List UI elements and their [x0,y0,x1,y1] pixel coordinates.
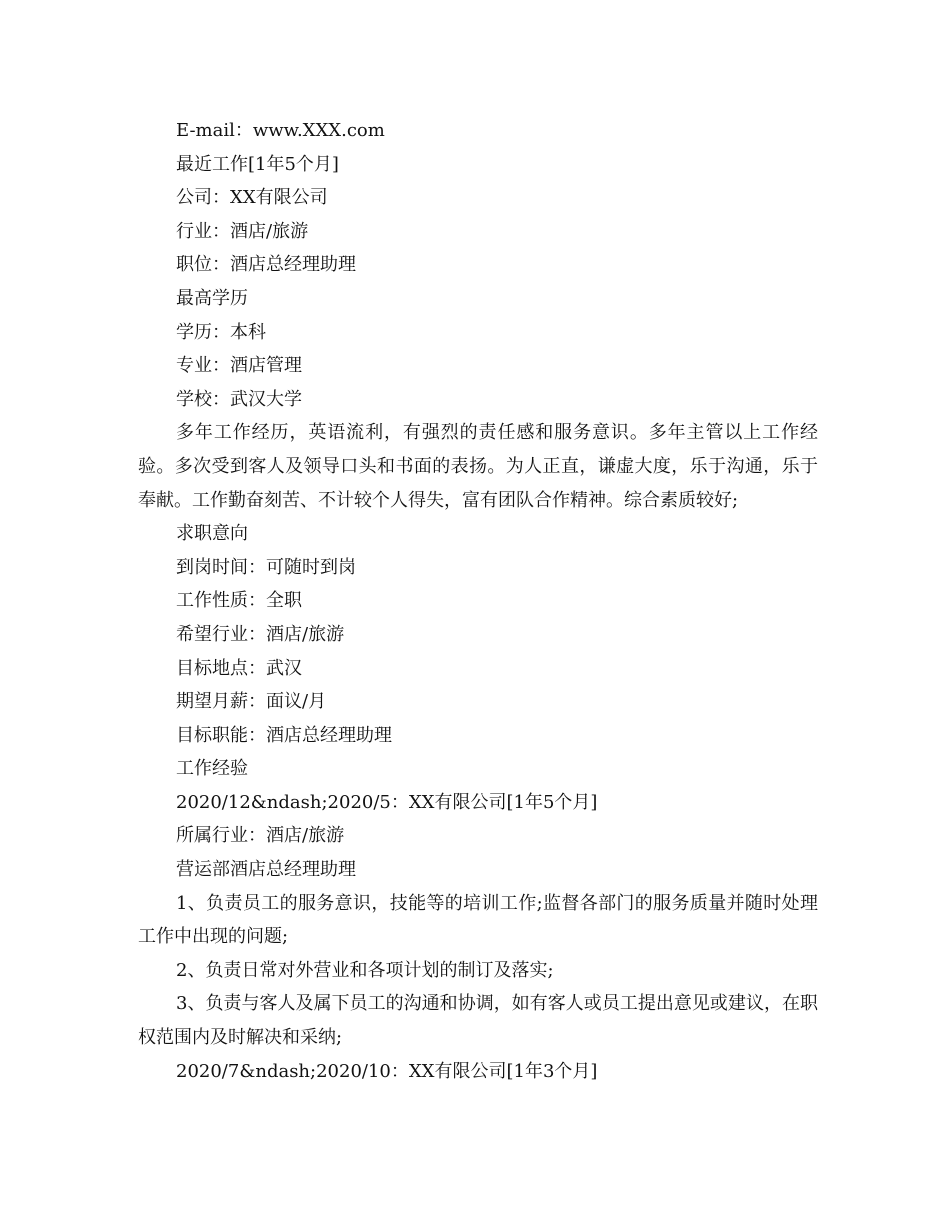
recent-work-heading: 最近工作[1年5个月] [176,153,339,175]
resume-content [138,114,818,1088]
arrival-time-line: 到岗时间：可随时到岗 [176,556,356,578]
target-location-line: 目标地点：武汉 [176,657,302,679]
education-heading: 最高学历 [176,287,248,309]
job-intention-heading: 求职意向 [176,523,248,545]
job2-period-line: 2020/7&ndash;2020/10：XX有限公司[1年3个月] [176,1060,598,1082]
major-line: 专业：酒店管理 [176,355,302,377]
job1-duty-1: 1、负责员工的服务意识，技能等的培训工作;监督各部门的服务质量并随时处理工作中出现的问题; [138,892,818,948]
job1-industry-line: 所属行业：酒店/旅游 [176,825,345,847]
job1-duty-2: 2、负责日常对外营业和各项计划的制订及落实; [176,959,554,981]
target-function-line: 目标职能：酒店总经理助理 [176,724,392,746]
email-line: E-mail：www.XXX.com [176,120,385,141]
company-line: 公司：XX有限公司 [176,187,328,209]
school-line: 学校：武汉大学 [176,388,302,410]
industry-line: 行业：酒店/旅游 [176,220,309,242]
work-nature-line: 工作性质：全职 [176,590,302,612]
position-line: 职位：酒店总经理助理 [176,254,356,276]
job1-duty-3: 3、负责与客人及属下员工的沟通和协调，如有客人或员工提出意见或建议，在职权范围内及时解决和采纳; [138,993,818,1049]
expected-salary-line: 期望月薪：面议/月 [176,691,327,713]
degree-line: 学历：本科 [176,321,266,343]
summary-paragraph: 多年工作经历，英语流利，有强烈的责任感和服务意识。多年主管以上工作经验。多次受到客人及领导口头和书面的表扬。为人正直，谦虚大度，乐于沟通，乐于奉献。工作勤奋刻苦、不计较个人得失，富有团队合作精神。综合素质较好; [138,422,818,511]
job1-title-line: 营运部酒店总经理助理 [176,859,356,881]
experience-heading: 工作经验 [176,758,248,780]
job1-period-line: 2020/12&ndash;2020/5：XX有限公司[1年5个月] [176,791,598,813]
desired-industry-line: 希望行业：酒店/旅游 [176,623,345,645]
